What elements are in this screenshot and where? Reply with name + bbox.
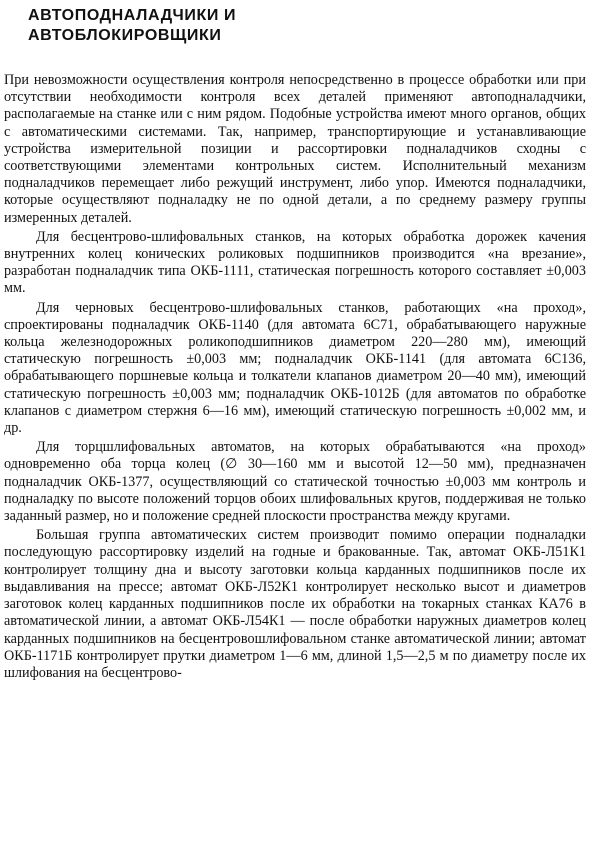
paragraph-1: При невозможности осуществления контроля непосредственно в процессе обработки или при отсутствии необходимости контроля всех деталей применяют автоподналадчики, располагаемые на станке или с ним рядом. Подобные устройства имеют много органов, общих с автоматическими системами. Так, например, транспортирующие и устанавливающие устройства измерительной позиции и рассортировки подналадчиков сходны с соответствующими элементами контрольных систем. Исполнительный механизм подналадчиков перемещает либо режущий инструмент, либо упор. Имеются подналадчики, которые осуществляют подналадку не по одной детали, а по среднему размеру группы измеренных деталей. [4,72,586,226]
section-heading-line-2: АВТОБЛОКИРОВЩИКИ [28,27,222,44]
paragraph-4: Для торцшлифовальных автоматов, на которых обрабатываются «на проход» одновременно оба торца колец (∅ 30—160 мм и высотой 12—50 мм), предназначен подналадчик ОКБ-1377, осуществляющий со статической точностью ±0,003 мм контроль и подналадку по высоте положений торцов обоих шлифовальных кругов, поддерживая не только заданный размер, но и положение средней плоскости пространства между кругами. [4,439,586,525]
paragraph-5: Большая группа автоматических систем производит помимо операции подналадки последующую рассортировку изделий на годные и бракованные. Так, автомат ОКБ-Л51К1 контролирует толщину дна и высоту заготовки кольца карданных подшипников после их выдавливания на прессе; автомат ОКБ-Л52К1 контролирует несколько высот и диаметров заготовок колец карданных подшипников после их обработки на токарных станках КА76 в автоматической линии, а автомат ОКБ-Л54К1 — после обработки наружных диаметров колец карданных подшипников на бесцентровошлифовальном станке автоматической линии; автомат ОКБ-1171Б контролирует прутки диаметром 1—6 мм, длиной 1,5—2,5 м по диаметру после их шлифования на бесцентрово- [4,527,586,681]
body-text [4,72,586,682]
section-heading [28,6,586,46]
paragraph-3: Для черновых бесцентрово-шлифовальных станков, работающих «на проход», спроектированы подналадчик ОКБ-1140 (для автомата 6С71, обрабатывающего наружные кольца железнодорожных роликоподшипников диаметром 220—280 мм), имеющий статическую погрешность ±0,003 мм; подналадчик ОКБ-1141 (для автомата 6С136, обрабатывающего поршневые кольца и толкатели клапанов диаметром 20—40 мм), имеющий статическую погрешность ±0,003 мм; подналадчик ОКБ-1012Б (для автоматов по обработке клапанов с диаметром стержня 6—16 мм), имеющий статическую погрешность ±0,002 мм, и др. [4,299,586,437]
section-heading-line-1: АВТОПОДНАЛАДЧИКИ И [28,7,237,24]
paragraph-2: Для бесцентрово-шлифовальных станков, на которых обработка дорожек качения внутренних колец конических роликовых подшипников производится «на врезание», разработан подналадчик типа ОКБ-1111, статическая погрешность которого составляет ±0,003 мм. [4,228,586,297]
